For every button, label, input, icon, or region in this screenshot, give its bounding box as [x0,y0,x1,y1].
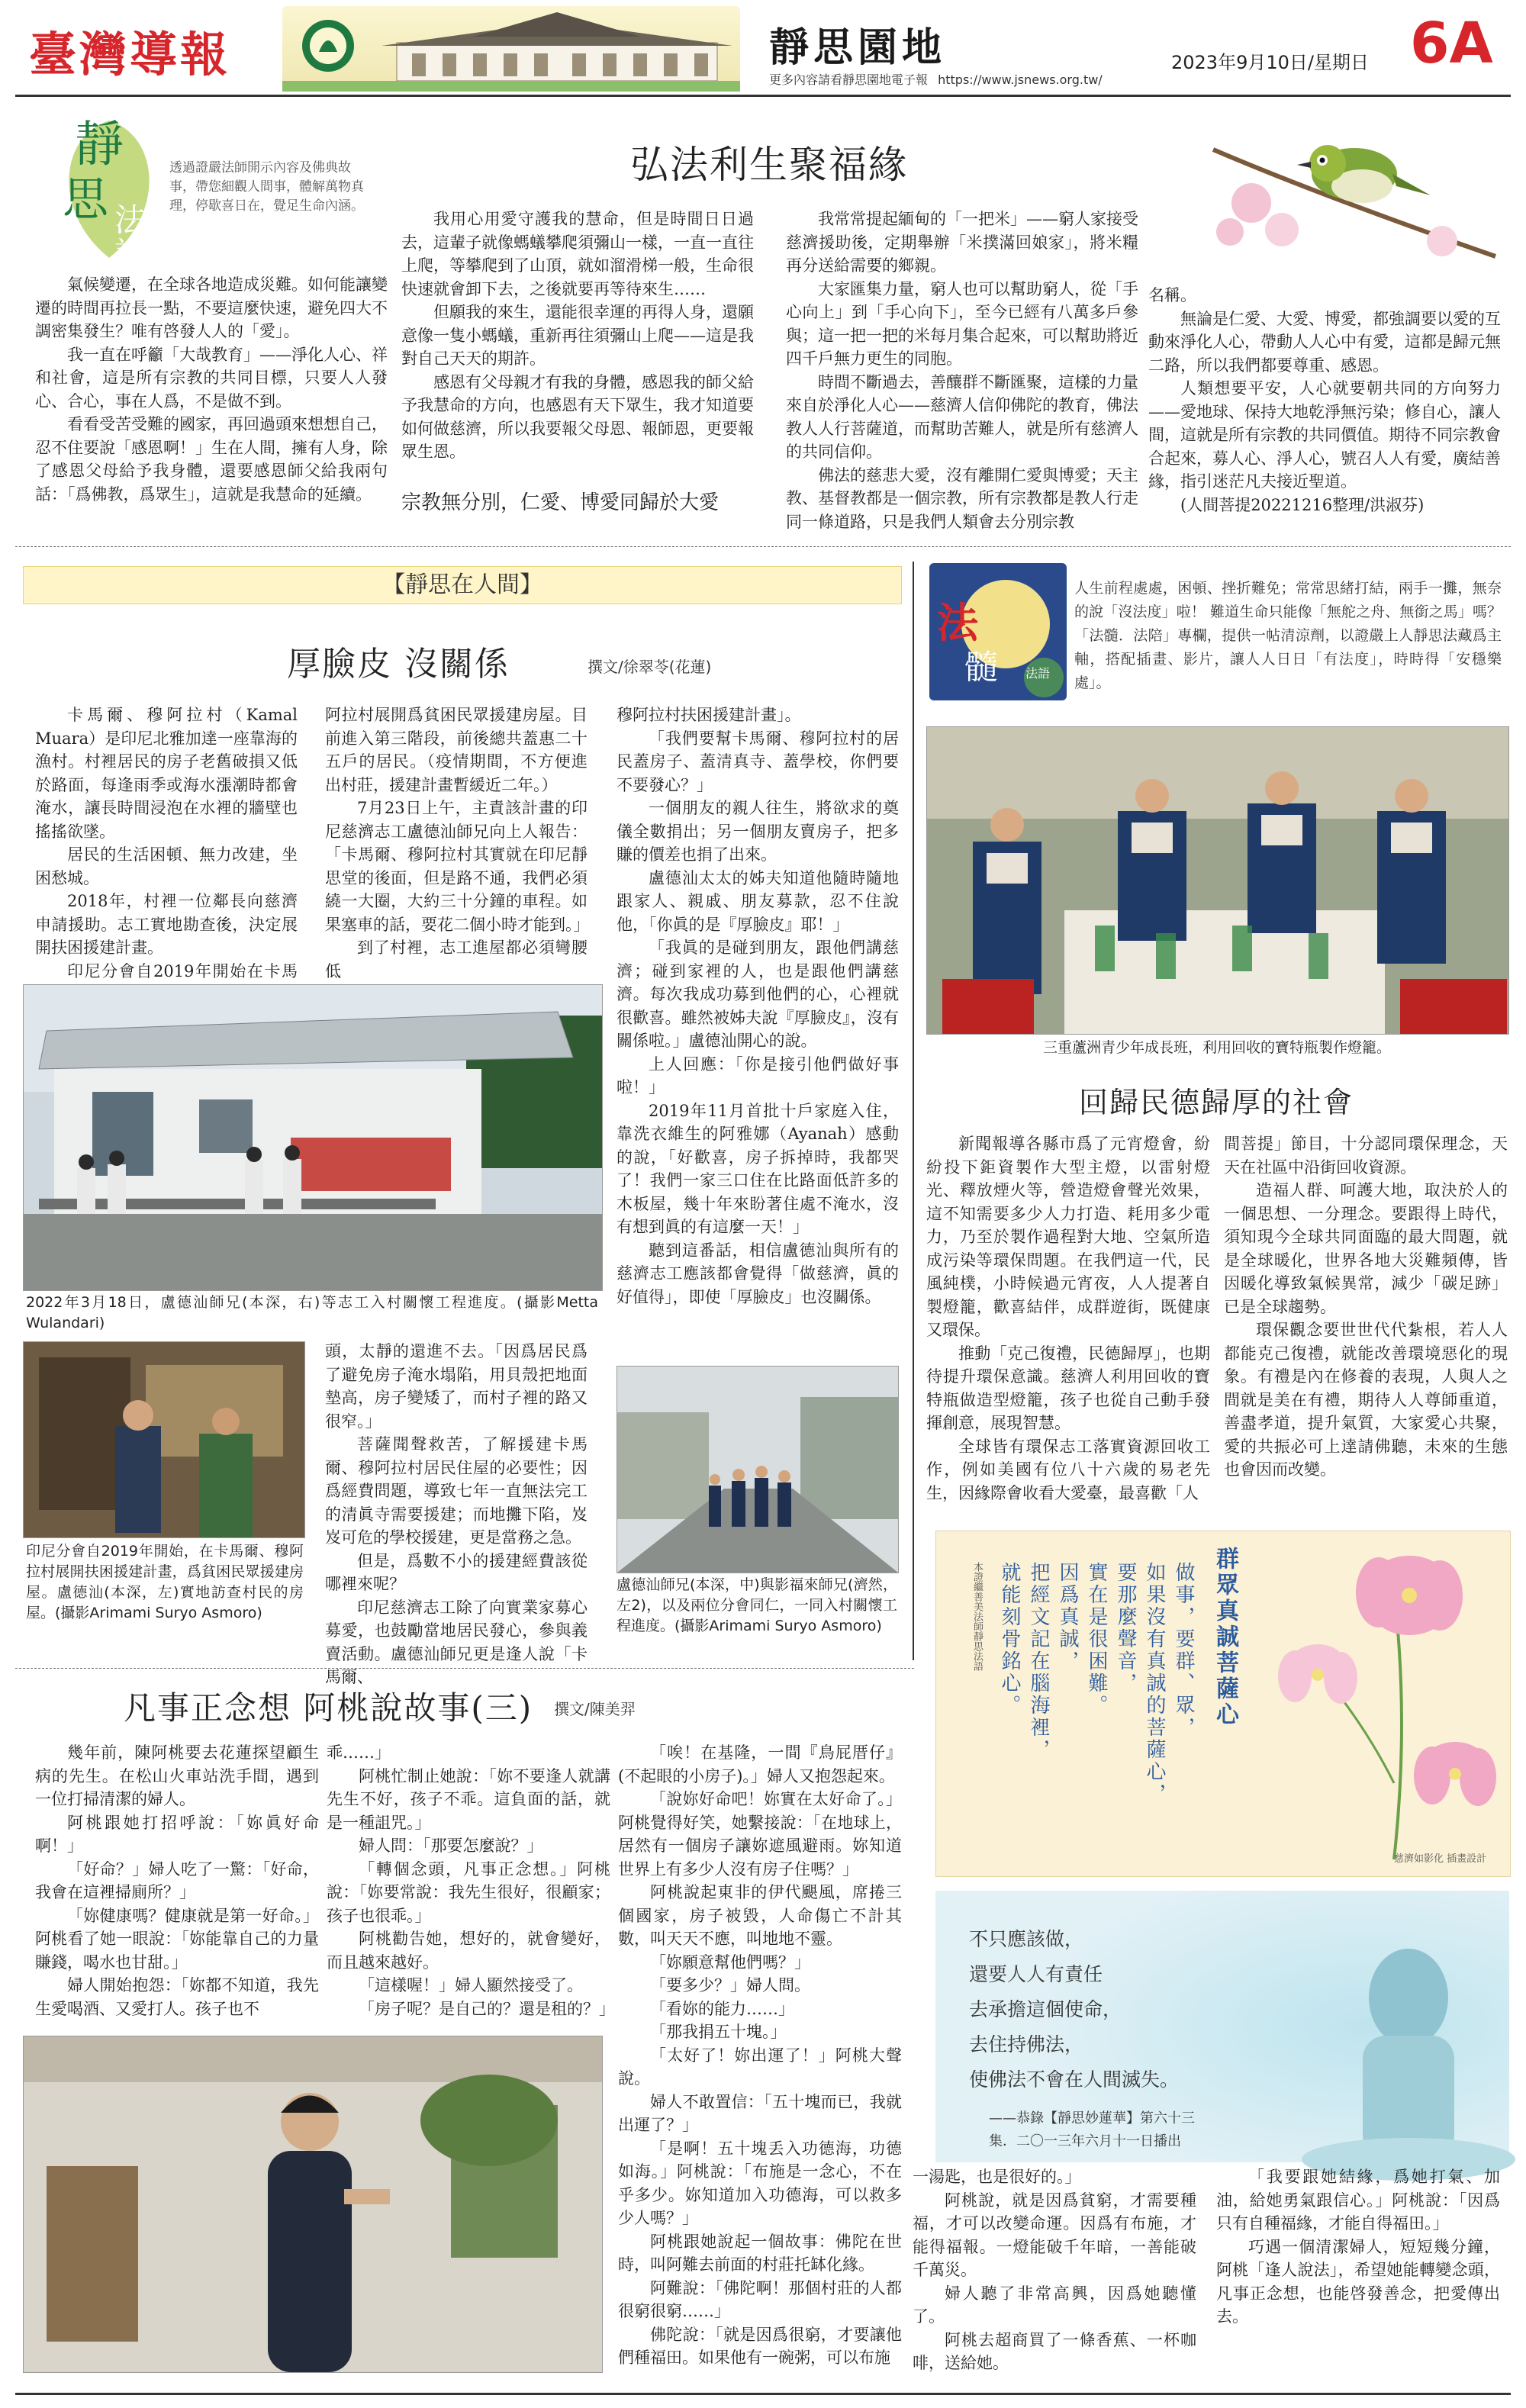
paragraph: 我常常提起緬甸的「一把米」——窮人家接受慈濟援助後，定期舉辦「米撲滿回娘家」，將米糧再分送給需要的鄉親。 [786,210,1138,275]
paragraph: 「唉！在基隆，一間『鳥屁厝仔』(不起眼的小房子)。」婦人又抱怨起來。 [618,1743,902,1785]
header-rule [15,95,1511,97]
paragraph: 幾年前，陳阿桃要去花蓮探望顧生病的先生。在松山火車站洗手間，遇到一位打掃清潔的婦人。 [35,1743,319,1808]
white-eye-bird-icon [1167,104,1503,272]
paragraph: 「那我捐五十塊。」 [650,2023,787,2041]
issue-date: 2023年9月10日/星期日 [1171,52,1369,73]
house-photo-illustration [24,985,602,1290]
paragraph: 新聞報導各縣市爲了元宵燈會，紛紛投下鉅資製作大型主燈，以雷射燈光、釋放煙火等，營造燈會聲光效果，這不知需要多少人力打造、耗用多少電力，乃至於製作過程對大地、空氣所造成污染等環保問題。在我們這一代，民風純樸，小時候過元宵夜，人人提著自製燈籠，歡喜結伴，成群遊街，既健康又環保。 [926,1135,1210,1339]
paragraph: 阿桃忙制止她說：「妳不要逢人就講先生不好，孩子不乖。這負面的話，就是一種詛咒。」 [327,1766,610,1832]
huigui-title: 回歸民德歸厚的社會 [1079,1086,1354,1119]
banner-image [282,6,740,92]
lantern-photo-illustration [927,727,1508,1034]
fasui-badge: 法語 [1025,666,1051,681]
paragraph: 頭，太靜的還進不去。「因爲居民爲了避免房子淹水塌陷，用貝殼把地面墊高，房子變矮了，而村子裡的路又很窄。」 [325,1342,588,1431]
more-content-note [769,70,1103,88]
paragraph: 居民的生活困頓、無力改建，坐困愁城。 [35,845,298,887]
paragraph: 我一直在呼籲「大哉教育」——淨化人心、祥和社會，這是所有宗教的共同目標，只要人人發心、合心，事在人爲，不是做不到。 [35,345,388,410]
paragraph: 阿桃說，就是因爲貧窮，才需要種福，才可以改變命運。因爲有布施，才能得福報。一燈能破千年暗，一善能破千萬災。 [913,2191,1196,2279]
fasui-char-fa: 法 [937,598,978,647]
poem2-line-1: 不只應該做， [969,1928,1084,1950]
section-divider [15,1668,914,1669]
lantern-making-photo [926,726,1509,1035]
paragraph: 但是，爲數不小的援建經費該從哪裡來呢？ [325,1551,588,1593]
main-photo-caption: 2022年3月18日，盧德汕師兄(本深，右)等志工入村關懷工程進度。(攝影Metta Wulandari) [26,1294,598,1331]
paragraph: 阿難說：「佛陀啊！那個村莊的人都很窮很窮……」 [618,2278,902,2320]
poem2-line-5: 使佛法不會在人間滅失。 [969,2068,1180,2091]
bird-illustration [1167,104,1503,272]
lantern-photo-caption: 三重蘆洲青少年成長班，利用回收的寶特瓶製作燈籠。 [1042,1039,1391,1056]
paragraph: 佛法的慈悲大愛，沒有離開仁愛與博愛；天主教、基督教都是一個宗教，所有宗教都是教人行走同一條道路，只是我們人類會去分別宗教 [786,465,1138,531]
paragraph: 阿桃去超商買了一條香蕉、一杯咖啡，送給她。 [913,2330,1196,2372]
paragraph: 人類想要平安，人心就要朝共同的方向努力——愛地球、保持大地乾淨無污染；修自心，讓人間，這就是所有宗教的共同價值。期待不同宗教會合起來，募人心、淨人心，號召人人有愛，廣結善緣，指引迷茫凡夫接近聖道。 [1148,379,1501,491]
jingsi-col-1 [35,273,388,533]
paragraph: 「看妳的能力……」 [650,1999,794,2018]
jingsi-title: 弘法利生聚福緣 [630,143,908,187]
more-text: 更多內容請看靜思園地電子報 [769,72,929,87]
paragraph: 盧德汕太太的姊夫知道他隨時隨地跟家人、親戚、朋友募款，忍不住說他，「你眞的是『厚臉皮』耶！」 [617,868,899,934]
story-col-3 [618,1741,902,2382]
paragraph: 「我們要幫卡馬爾、穆阿拉村的居民蓋房子、蓋清真寺、蓋學校，你們要不要發心？」 [617,729,899,794]
paragraph: 但願我的來生，還能很幸運的再得人身，還願意像一隻小螞蟻，重新再往須彌山上爬——這是我對自己天天的期許。 [401,303,754,368]
paragraph: 「妳願意幫他們嗎？」 [650,1952,810,1972]
story-byline: 撰文/陳美羿 [554,1700,636,1718]
paragraph: 上人回應：「你是接引他們做好事啦！」 [617,1054,899,1096]
poem1-credit: 慈濟如影化 插畫設計 [1394,1853,1487,1865]
poem1-line-1: 做事，要群、眾， [1172,1562,1195,1739]
jingsi-col-4 [1148,284,1501,534]
poem1-source: 本證繼善美法師靜思法語 [971,1562,983,1671]
paragraph: 一湯匙，也是很好的。」 [913,2168,1081,2186]
story-col-1 [35,1741,319,2031]
jingsi-abode-illustration [282,6,740,92]
paragraph: 阿桃說起東非的伊代颶風，席捲三個國家，房子被毀，人命傷亡不計其數，叫天天不應，叫地地不靈。 [618,1883,902,1948]
column-divider [913,562,914,1660]
masthead [0,0,1526,95]
jingsi-fayu-logo [52,105,166,272]
paragraph: 婦人問：「那要怎麼說？」 [359,1837,543,1855]
paragraph: 推動「克己復禮，民德歸厚」，也期待提升環保意識。慈濟人利用回收的寶特瓶做造型燈籠，孩子也從自己動手發揮創意，展現智慧。 [926,1344,1210,1432]
paragraph: 看看受苦受難的國家，再回過頭來想想自己，忍不住要說「感恩啊！」生在人間，擁有人身，除了感恩父母給予我身體，還要感恩師父給我兩句話：「爲佛教，爲眾生」，這就是我慧命的延續。 [35,415,388,504]
left-photo-caption: 印尼分會自2019年開始，在卡馬爾、穆阿拉村展開扶困援建計畫，爲貧困民眾援建房屋。盧德汕(本深，左)實地訪查村民的房屋。(攝影Arimami Suryo Asmoro) [26,1543,304,1621]
renjian-title: 厚臉皮 沒關係 [287,645,510,684]
paragraph: 阿拉村展開爲貧困民眾援建房屋。目前進入第三階段，前後總共蓋惠二十五戶的居民。（疫情期間，不方便進出村莊，援建計畫暫緩近二年。） [325,706,588,794]
story-col-2 [327,1741,615,2031]
footer-rule [15,2393,1511,2395]
paragraph: 名稱。 [1148,286,1196,304]
paragraph: 「要多少？」婦人問。 [650,1976,810,1994]
renjian-byline: 撰文/徐翠苓(花蓮) [588,658,712,676]
paragraph: 「這樣喔！」婦人顯然接受了。 [359,1976,583,1994]
paragraph: 氣候變遷，在全球各地造成災難。如何能讓變遷的時間再拉長一點，不要這麼快速，避免四大不調密集發生？唯有啓發人人的「愛」。 [35,275,388,340]
poem-card-flowers [935,1531,1511,1877]
poem1-title: 群眾真誠菩薩心 [1212,1547,1238,1728]
renjian-col-1 [35,703,298,983]
poem2-source-2: 集．二〇一三年六月十一日播出 [989,2133,1181,2149]
interior-visit-photo [23,1341,305,1538]
jingsi-col-2 [401,208,754,467]
paragraph: 婦人開始抱怨：「妳都不知道，我先生愛喝酒、又愛打人。孩子也不 [35,1976,319,2018]
paragraph: (人間菩提20221216整理/洪淑芬) [1180,495,1425,514]
fasui-intro: 人生前程處處，困頓、挫折難免；常常思緒打結，兩手一攤，無奈的說「沒法度」啦！ 難道生命只能像「無舵之舟、無銜之馬」嗎？「法髓．法陪」專欄，提供一帖清涼劑，以證嚴上人靜思法藏爲主軸，搭配插畫、影片，讓人人日日「有法度」，時時得「安穩樂處」。 [1074,580,1502,691]
street-photo-illustration [617,1367,898,1573]
renjian-col-2b [325,1340,588,1686]
section-divider [15,546,1511,547]
paragraph: 「是啊！五十塊丢入功德海，功德如海。」阿桃說：「布施是一念心，不在乎多少。妳知道加入功德海，可以救多少人嗎？」 [618,2139,902,2227]
paragraph: 「妳健康嗎？健康就是第一好命。」阿桃看了她一眼說：「妳能靠自己的力量賺錢，喝水也甘甜。」 [35,1906,319,1972]
poem1-line-2: 如果沒有真誠的菩薩心， [1143,1562,1166,1805]
paragraph: 全球皆有環保志工落實資源回收工作，例如美國有位八十六歲的易老先生，因緣際會收看大愛臺，最喜歡「人 [926,1437,1210,1502]
paragraph: 穆阿拉村扶困援建計畫」。 [617,706,801,724]
paragraph: 2019年11月首批十戶家庭入住，靠洗衣維生的阿雅娜（Ayanah）感動的說，「好歡喜，房子拆掉時，我都哭了！我們一家三口住在比路面低許多的木板屋，幾十年來盼著住處不淹水，沒有想到眞的有這麼一天！」 [617,1101,899,1236]
paragraph: 「房子呢？是自己的？還是租的？」 [359,1999,615,2018]
paragraph: 感恩有父母親才有我的身體，感恩我的師父給予我慧命的方向，也感恩有天下眾生，我才知道要如何做慈濟，所以我要報父母恩、報師恩，更要報眾生恩。 [401,372,754,461]
paragraph: 阿桃跟她打招呼說：「妳眞好命啊！」 [35,1813,319,1855]
poem1-line-6: 把經文記在腦海裡， [1027,1562,1050,1761]
logo-char-fa: 法 [114,201,147,239]
paragraph: 菩薩聞聲救苦，了解援建卡馬爾、穆阿拉村居民住屋的必要性；因爲經費問題，導致七年一直無法完工的清眞寺需要援建；而地攤下陷，岌岌可危的學校援建，更是當務之急。 [325,1435,588,1547]
paragraph: 印尼分會自2019年開始在卡馬 [67,961,298,980]
huigui-col-2 [1224,1132,1508,1511]
poem1-line-3: 要那麼聲音， [1114,1562,1137,1695]
poem2-line-4: 去住持佛法， [969,2033,1084,2055]
paragraph: 婦人聽了非常高興，因爲她聽懂了。 [913,2284,1196,2326]
paragraph: 「太好了！妳出運了！」阿桃大聲說。 [618,2046,902,2088]
paragraph: 卡馬爾、穆阿拉村（Kamal Muara）是印尼北雅加達一座靠海的漁村。村裡居民的房子老舊破損又低於路面，每逢雨季或海水漲潮時都會淹水，讓長時間浸泡在水裡的牆壁也搖搖欲墜。 [35,706,298,841]
poem2-source-1: ——恭錄【靜思妙蓮華】第六十三 [989,2110,1195,2126]
logo-char-yu: 語 [114,235,147,272]
paragraph: 時間不斷過去，善釀群不斷匯聚，這樣的力量來自於淨化人心——慈濟人信仰佛陀的教育，佛法教人人行菩薩道，而幫助苦難人，就是所有慈濟人的共同信仰。 [786,372,1138,461]
poem2-line-3: 去承擔這個使命， [969,1998,1122,2020]
paragraph: 造福人群、呵護大地，取決於人的一個思想、一分理念。要跟得上時代，須知現今全球共同面臨的最大問題，就是全球暖化，世界各地大災難頻傳，皆因暖化導致氣候異常，減少「碳足跡」已是全球趨勢。 [1224,1181,1508,1316]
paragraph: 我用心用愛守護我的慧命，但是時間日日過去，這輩子就像螞蟻攀爬須彌山一樣，一直一直往上爬，等攀爬到了山頂，就如溜滑梯一般，生命很快速就會卸下去，之後就要再等待來生…… [401,210,754,298]
page-number: 6A [1410,11,1493,76]
paragraph: 「我要跟她結緣，爲她打氣、加油，給她勇氣跟信心。」阿桃說：「因爲只有自種福緣，才能自得福田。」 [1216,2168,1500,2233]
paragraph: 「說妳好命吧！妳實在太好命了。」阿桃覺得好笑，她繫接說：「在地球上，居然有一個房子讓妳遮風避雨。妳知道世界上有多少人沒有房子住嗎？」 [618,1790,902,1878]
story-col-4 [913,2165,1196,2379]
right-photo-caption: 盧德汕師兄(本深，中)與影福來師兄(濟然，左2)，以及兩位分會同仁，一同入村關懷工程進度。(攝影Arimami Suryo Asmoro) [617,1576,897,1634]
renjian-col-2 [325,703,588,983]
interior-photo-illustration [24,1342,304,1537]
paragraph: 乖……」 [327,1743,391,1762]
story-col-5 [1216,2165,1500,2379]
paragraph: 環保觀念要世世代代紮根，若人人都能克己復禮，就能改善環境惡化的現象。有禮是內在修養的表現，人與人之間就是美在有禮，期待人人尊師重道，善盡孝道，提升氣質，大家愛心共聚，愛的共振必可上達請佛聽，未來的生態也會因而改變。 [1224,1321,1508,1479]
renjian-section-label: 【靜思在人間】 [23,566,902,604]
street-visit-photo [617,1366,899,1573]
poem1-line-7: 就能刻骨銘心。 [998,1562,1021,1717]
fasui-logo [929,563,1067,700]
logo-char-si: 思 [63,173,108,227]
jingsi-intro: 透過證嚴法師開示內容及佛典故事，帶您細觀人間事，體解萬物真理，停歇喜日在，覺足生命內涵。 [169,160,364,214]
village-house-photo [23,984,603,1291]
paragraph: 阿桃跟她說起一個故事：佛陀在世時，叫阿難去前面的村莊托缽化緣。 [618,2232,902,2274]
jingsi-subhead: 宗教無分別，仁愛、博愛同歸於大愛 [401,491,720,514]
poem2-line-2: 還要人人有責任 [969,1963,1103,1985]
paragraph: 無論是仁愛、大愛、博愛，都強調要以愛的互動來淨化人心，帶動人人心中有愛，這都是歸元無二路，所以我們都要尊重、感恩。 [1148,309,1501,375]
paragraph: 「我眞的是碰到朋友，跟他們講慈濟；碰到家裡的人，也是跟他們講慈濟。每次我成功募到他們的心，心裡就很歡喜。雖然被姊夫說『厚臉皮』，沒有關係啦。」盧德汕開心的說。 [617,938,899,1050]
paragraph: 阿桃勸告她，想好的，就會變好，而且越來越好。 [327,1930,610,1972]
paragraph: 「好命？」婦人吃了一驚：「好命，我會在這裡掃廁所？」 [35,1859,319,1901]
story-title: 凡事正念想 阿桃說故事(三) [124,1689,533,1727]
paragraph: 「轉個念頭，凡事正念想。」阿桃說：「妳要常說：我先生很好，很顧家；孩子也很乖。」 [327,1859,610,1925]
poem1-line-4: 實在是很困難。 [1085,1562,1108,1717]
storyteller-photo-illustration [24,2036,602,2372]
paragraph: 到了村裡，志工進屋都必須彎腰低 [325,938,588,980]
huigui-col-1 [926,1132,1210,1511]
paragraph: 婦人不敢置信：「五十塊而已，我就出運了？」 [618,2092,902,2134]
paragraph: 聽到這番話，相信盧德汕與所有的慈濟志工應該都會覺得「做慈濟，眞的好值得」，即使「厚臉皮」也沒關係。 [617,1241,899,1306]
paragraph: 間菩提」節目，十分認同環保理念，天天在社區中沿街回收資源。 [1224,1135,1508,1177]
paper-name[interactable]: 臺灣導報 [29,27,231,82]
paragraph: 印尼慈濟志工除了向實業家募心募愛，也鼓勵當地居民發心，參與義賣活動。盧德汕師兄更是逢人說「卡馬爾、 [325,1598,588,1686]
storyteller-photo [23,2036,603,2373]
fasui-char-sui: 髓 [964,648,998,687]
paragraph: 2018年，村裡一位鄰長向慈濟申請援助。志工實地勘查後，決定展開扶困援建計畫。 [35,892,298,957]
paragraph: 巧遇一個清潔婦人，短短幾分鐘，阿桃「逢人說法」，希望她能轉變念頭，凡事正念想，也能啓發善念，把愛傳出去。 [1216,2237,1500,2326]
paragraph: 佛陀說：「就是因爲很窮，才要讓他們種福田。如果他有一碗粥，可以布施 [618,2325,902,2367]
poem1-line-5: 因爲真誠， [1056,1562,1079,1672]
paragraph: 一個朋友的親人往生，將欲求的奠儀全數捐出；另一個朋友賣房子，把多賺的價差也捐了出來。 [617,799,899,864]
poem-card-buddha [935,1891,1509,2162]
renjian-col-3 [617,703,899,1360]
paragraph: 大家匯集力量，窮人也可以幫助窮人，從「手心向上」到「手心向下」，至今已經有八萬多戶參與；這一把一把的米每月集合起來，可以幫助將近四千戶無力更生的同胞。 [786,279,1138,368]
logo-char-jing: 靜 [75,117,124,173]
website-link[interactable]: https://www.jsnews.org.tw/ [938,72,1103,87]
section-title: 靜思園地 [769,24,947,71]
paragraph: 7月23日上午，主責該計畫的印尼慈濟志工盧德汕師兄向上人報告：「卡馬爾、穆阿拉村其實就在印尼靜思堂的後面，但是路不通，我們必須繞一大圈，大約三十分鐘的車程。如果塞車的話，要花二個小時才能到。」 [325,799,590,934]
jingsi-col-3 [786,208,1138,534]
